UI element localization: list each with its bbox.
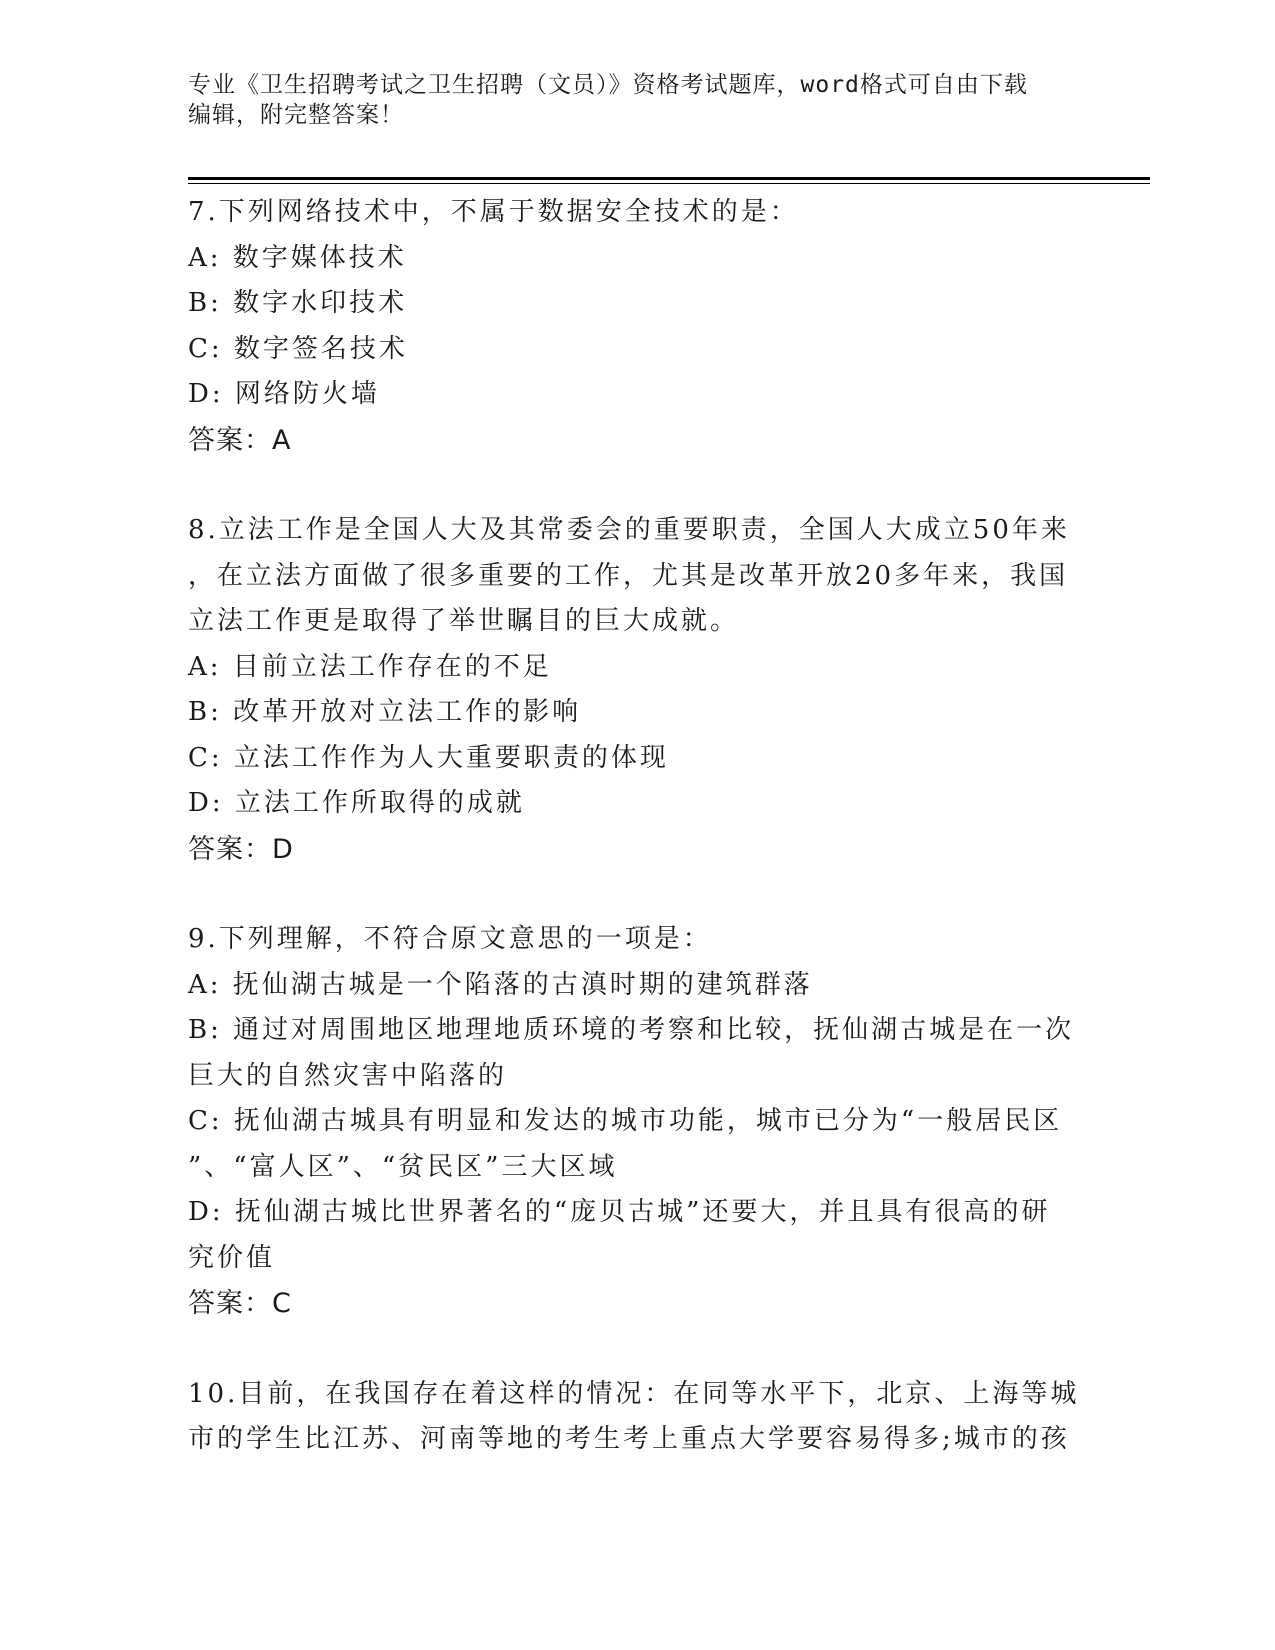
question-stem: ，在立法方面做了很多重要的工作，尤其是改革开放20多年来，我国 — [188, 560, 1069, 591]
header-rule-thick — [188, 177, 1150, 180]
option-b-continued: 巨大的自然灾害中陷落的 — [188, 1060, 508, 1091]
option-c: C: 抚仙湖古城具有明显和发达的城市功能，城市已分为“一般居民区 — [188, 1106, 1063, 1136]
option-b: B: 通过对周围地区地理地质环境的考察和比较，抚仙湖古城是在一次 — [188, 1015, 1075, 1045]
question-stem: 10.目前，在我国存在着这样的情况：在同等水平下，北京、上海等城 — [188, 1378, 1080, 1409]
option-d: D: 立法工作所取得的成就 — [188, 788, 525, 818]
option-a: A: 目前立法工作存在的不足 — [188, 651, 552, 682]
answer: 答案：D — [188, 833, 294, 865]
question-9 — [188, 917, 1088, 1327]
option-b: B: 数字水印技术 — [188, 288, 408, 318]
option-c-continued: ”、“富人区”、“贫民区”三大区域 — [188, 1151, 618, 1182]
answer: 答案：C — [188, 1288, 292, 1319]
question-spacer — [188, 872, 1088, 917]
option-d-continued: 究价值 — [188, 1242, 276, 1273]
question-stem: 立法工作更是取得了举世瞩目的巨大成就。 — [188, 606, 740, 636]
question-list — [188, 190, 1088, 1463]
option-c: C: 立法工作作为人大重要职责的体现 — [188, 742, 669, 773]
header-rule-thin — [188, 183, 1150, 184]
question-spacer — [188, 1327, 1088, 1372]
question-stem: 8.立法工作是全国人大及其常委会的重要职责，全国人大成立50年来 — [188, 515, 1070, 545]
option-a: A: 数字媒体技术 — [188, 242, 407, 273]
question-7 — [188, 190, 1088, 463]
header-line-2: 编辑，附完整答案！ — [188, 102, 404, 128]
document-header — [188, 70, 1078, 130]
header-line-1: 专业《卫生招聘考试之卫生招聘（文员）》资格考试题库，word格式可自由下载 — [188, 72, 1028, 98]
question-10 — [188, 1372, 1088, 1463]
question-stem: 9.下列理解，不符合原文意思的一项是： — [188, 924, 712, 954]
option-b: B: 改革开放对立法工作的影响 — [188, 697, 582, 727]
option-d: D: 网络防火墙 — [188, 379, 380, 409]
option-a: A: 抚仙湖古城是一个陷落的古滇时期的建筑群落 — [188, 969, 813, 1000]
option-c: C: 数字签名技术 — [188, 333, 408, 364]
answer: 答案：A — [188, 424, 292, 456]
question-stem: 市的学生比江苏、河南等地的考生考上重点大学要容易得多;城市的孩 — [188, 1424, 1070, 1454]
question-8 — [188, 508, 1088, 872]
question-stem: 7.下列网络技术中，不属于数据安全技术的是： — [188, 197, 799, 227]
option-d: D: 抚仙湖古城比世界著名的“庞贝古城”还要大，并且具有很高的研 — [188, 1197, 1051, 1227]
question-spacer — [188, 463, 1088, 508]
